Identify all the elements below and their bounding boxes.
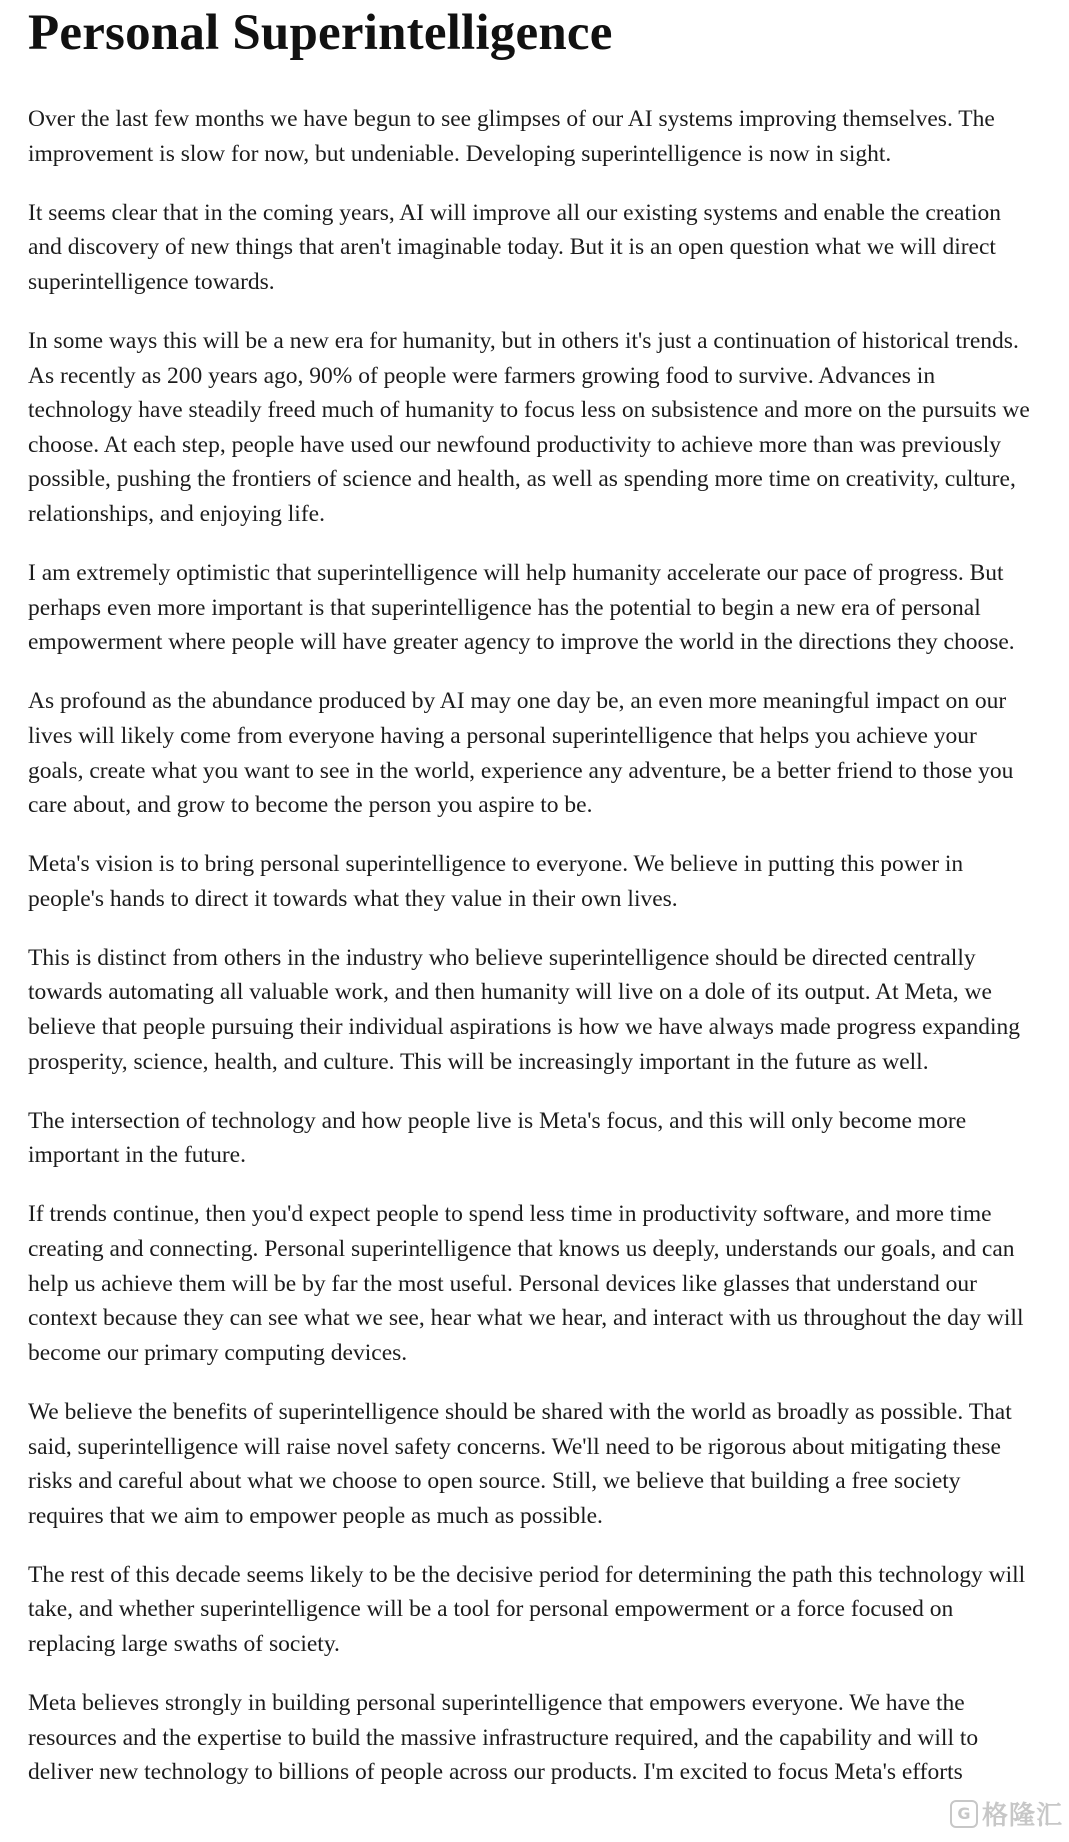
paragraph: The rest of this decade seems likely to be the decisive period for determining the path this technology will take, and whether superintelligence will be a tool for personal empowerment or a force focused on replacing large swaths of society. (28, 1561, 1026, 1657)
paragraph: It seems clear that in the coming years, AI will improve all our existing systems and enable the creation and discovery of new things that aren't imaginable today. But it is an open question what we will direct superintelligence towards. (28, 199, 1002, 295)
paragraph: This is distinct from others in the industry who believe superintelligence should be directed centrally towards automating all valuable work, and then humanity will live on a dole of its output. At Meta, we believe that people pursuing their individual aspirations is how we have always made progress expanding prosperity, science, health, and culture. This will be increasingly important in the future as well. (28, 944, 1020, 1075)
paragraph: We believe the benefits of superintelligence should be shared with the world as broadly as possible. That said, superintelligence will raise novel safety concerns. We'll need to be rigorous about mitigating these risks and careful about what we choose to open source. Still, we believe that building a free society requires that we aim to empower people as much as possible. (28, 1398, 1012, 1529)
article-page (28, 0, 1038, 1814)
paragraph: If trends continue, then you'd expect people to spend less time in productivity software, and more time creating and connecting. Personal superintelligence that knows us deeply, understands our goals, and can help us achieve them will be by far the most useful. Personal devices like glasses that understand our context because they can see what we see, hear what we hear, and interact with us throughout the day will become our primary computing devices. (28, 1201, 1024, 1366)
paragraph: I am extremely optimistic that superintelligence will help humanity accelerate our pace of progress. But perhaps even more important is that superintelligence has the potential to begin a new era of personal empowerment where people will have greater agency to improve the world in the directions they choose. (28, 560, 1015, 656)
paragraph: Over the last few months we have begun to see glimpses of our AI systems improving themselves. The improvement is slow for now, but undeniable. Developing superintelligence is now in sight. (28, 106, 995, 167)
watermark-text: 格隆汇 (981, 1801, 1063, 1831)
paragraph: Meta's vision is to bring personal superintelligence to everyone. We believe in putting this power in people's hands to direct it towards what they value in their own lives. (28, 851, 964, 912)
paragraph: As profound as the abundance produced by AI may one day be, an even more meaningful impact on our lives will likely come from everyone having a personal superintelligence that helps you achieve your goals, create what you want to see in the world, experience any adventure, be a better friend to those you care about, and grow to become the person you aspire to be. (28, 688, 1014, 819)
watermark-logo-icon: G (950, 1800, 978, 1828)
page-title: Personal Superintelligence (28, 5, 613, 61)
paragraph: Meta believes strongly in building personal superintelligence that empowers everyone. We have the resources and the expertise to build the massive infrastructure required, and the capability and will to deliver new technology to billions of people across our products. I'm excited to focus Meta's efforts (28, 1690, 979, 1786)
watermark (950, 1795, 1063, 1832)
article-body (28, 102, 1038, 1790)
paragraph: In some ways this will be a new era for humanity, but in others it's just a continuation of historical trends. As recently as 200 years ago, 90% of people were farmers growing food to survive. Advances in technology have steadily freed much of humanity to focus less on subsistence and more on the pursuits we choose. At each step, people have used our newfound productivity to achieve more than was previously possible, pushing the frontiers of science and health, as well as spending more time on creativity, culture, relationships, and enjoying life. (28, 327, 1030, 527)
paragraph: The intersection of technology and how people live is Meta's focus, and this will only become more important in the future. (28, 1107, 967, 1169)
